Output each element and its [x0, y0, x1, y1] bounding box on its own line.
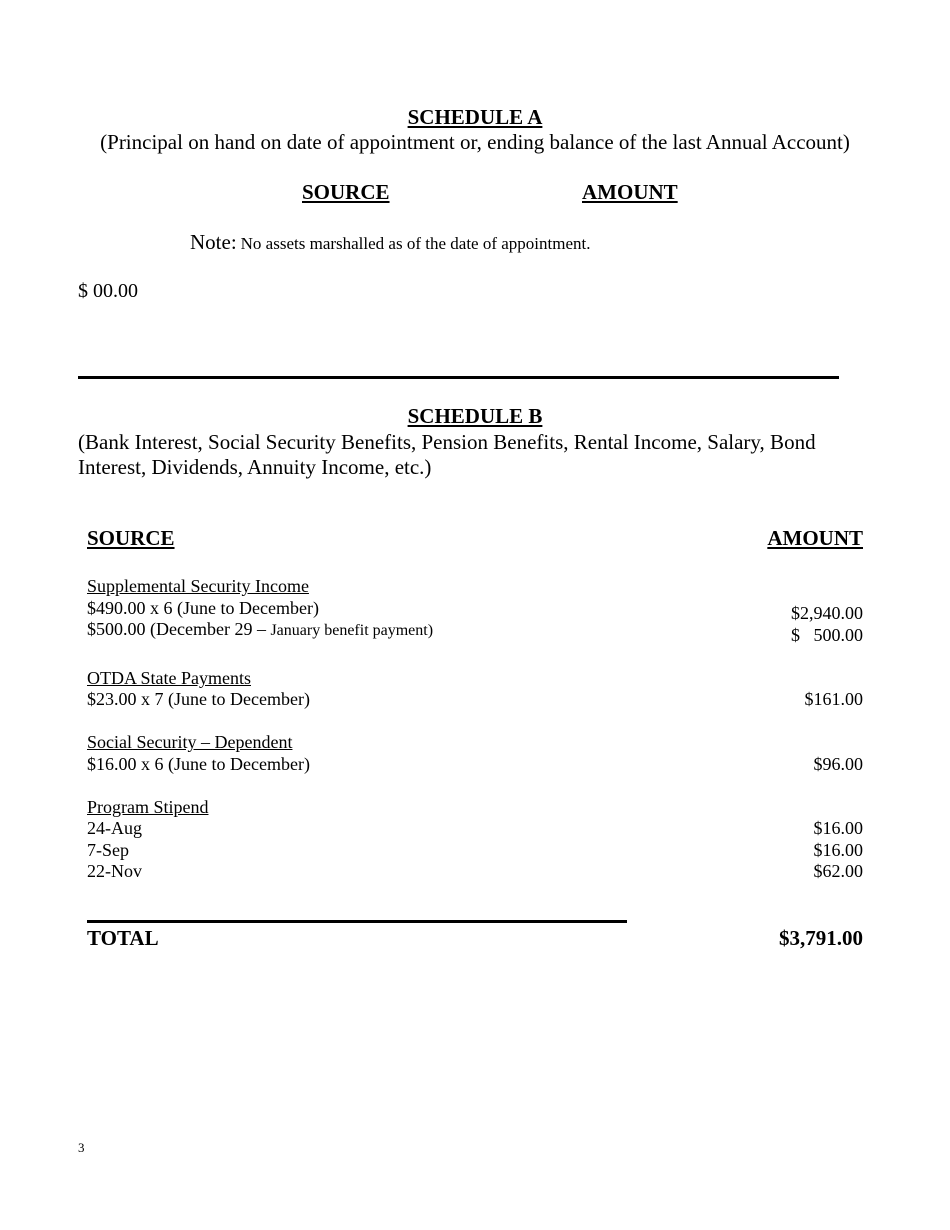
note-label: Note: [190, 230, 237, 254]
stipend-line-3: 22-Nov [87, 861, 142, 881]
ssi-line-small: January benefit payment) [270, 622, 434, 639]
stipend-amount-1: $16.00 [813, 818, 863, 838]
ssi-line-main: $500.00 (December 29 – [87, 619, 271, 639]
ssi-amount-2: $ 500.00 [791, 625, 863, 645]
schedule-b-subtitle-line1: (Bank Interest, Social Security Benefits, Pension Benefits, Rental Income, Salary, Bond [78, 430, 816, 454]
schedule-b-title: SCHEDULE B [407, 404, 543, 428]
group-name-otda: OTDA State Payments [87, 668, 251, 688]
ssi-amount-1: $2,940.00 [791, 603, 863, 623]
stipend-amount-3: $62.00 [813, 861, 863, 881]
schedule-a-title: SCHEDULE A [407, 105, 543, 129]
schedule-b-subtitle-line2: Interest, Dividends, Annuity Income, etc.) [78, 455, 432, 479]
stipend-line-1: 24-Aug [87, 818, 142, 838]
schedule-a-amount: $ 00.00 [78, 280, 138, 302]
group-line-ssi-1: $490.00 x 6 (June to December) [87, 598, 319, 618]
stipend-amount-2: $16.00 [813, 840, 863, 860]
schedule-b-source-header: SOURCE [87, 526, 175, 550]
schedule-a-amount-header: AMOUNT [582, 180, 678, 204]
total-amount: $3,791.00 [779, 926, 863, 950]
section-divider [78, 376, 839, 379]
page-number: 3 [78, 1140, 85, 1155]
group-line-otda-1: $23.00 x 7 (June to December) [87, 689, 310, 709]
schedule-a-source-header: SOURCE [302, 180, 390, 204]
ss-dependent-amount-1: $96.00 [813, 754, 863, 774]
group-name-ss-dependent: Social Security – Dependent [87, 732, 293, 752]
schedule-a-note [190, 230, 590, 255]
group-line-ssi-2 [87, 619, 433, 640]
schedule-a-subtitle: (Principal on hand on date of appointment or, ending balance of the last Annual Account) [100, 130, 850, 154]
group-name-program-stipend: Program Stipend [87, 797, 209, 817]
otda-amount-1: $161.00 [804, 689, 863, 709]
stipend-line-2: 7-Sep [87, 840, 129, 860]
group-line-ss-dependent-1: $16.00 x 6 (June to December) [87, 754, 310, 774]
total-rule [87, 920, 627, 923]
note-text: No assets marshalled as of the date of appointment. [240, 234, 591, 253]
total-label: TOTAL [87, 926, 159, 950]
group-name-ssi: Supplemental Security Income [87, 576, 309, 596]
schedule-b-amount-header: AMOUNT [767, 526, 863, 550]
